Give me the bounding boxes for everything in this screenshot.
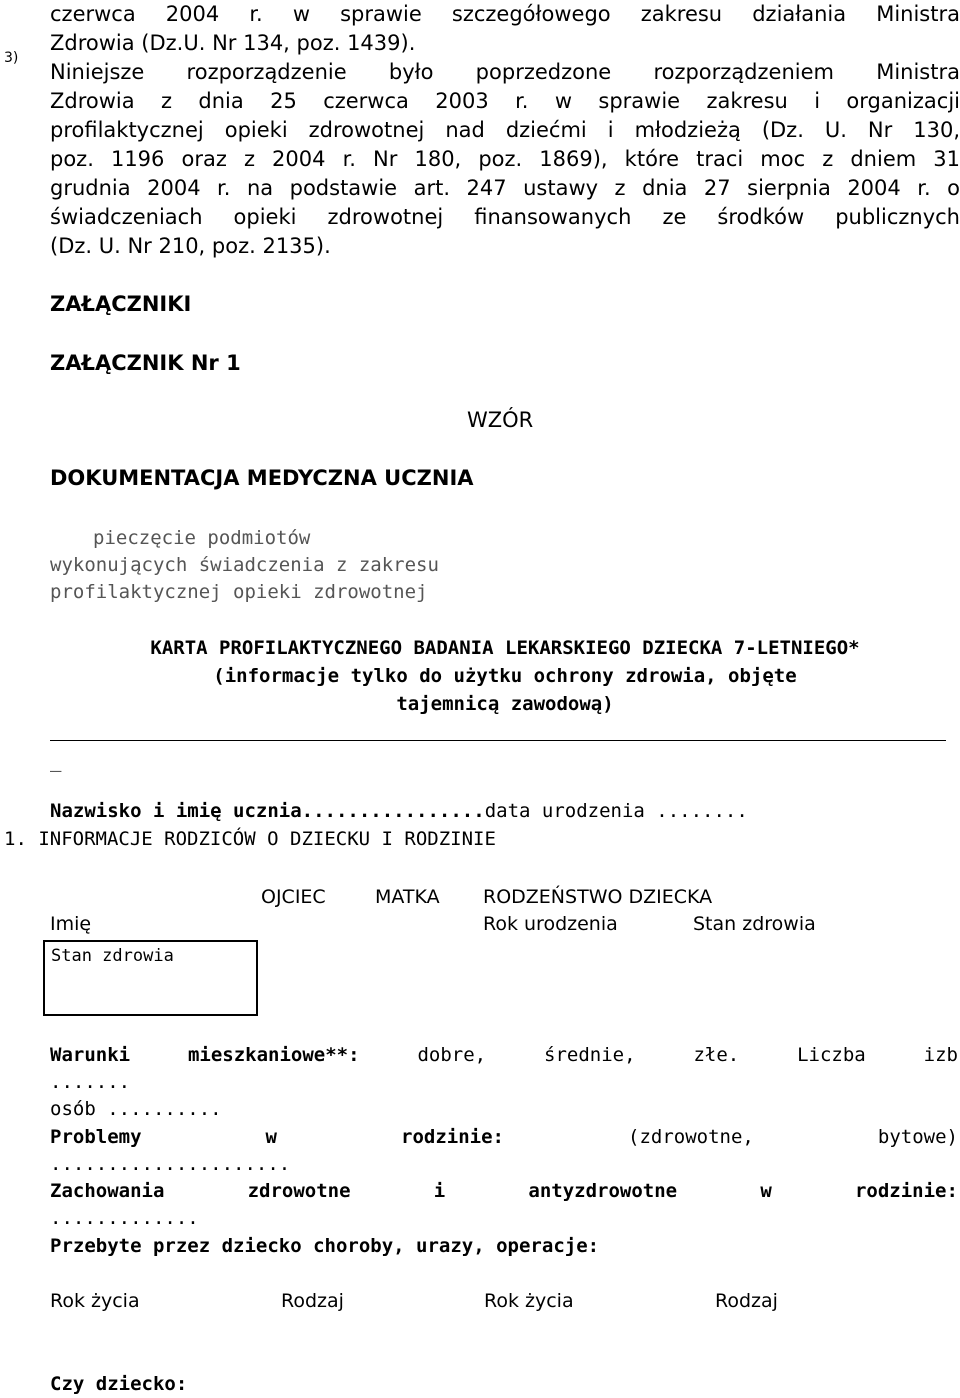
- problems-label: Problemy: [50, 1126, 142, 1148]
- behaviors-w5: w: [760, 1180, 772, 1202]
- separator-line: [50, 740, 946, 741]
- illnesses-label: Przebyte przez dziecko choroby, urazy, operacje:: [50, 1235, 600, 1257]
- footnote-marker: 3): [4, 50, 19, 66]
- condition-good: dobre,: [417, 1044, 487, 1066]
- condition-average: średnie,: [544, 1044, 636, 1066]
- behaviors-w6: rodzinie:: [854, 1180, 958, 1202]
- problems-row: [50, 1124, 958, 1151]
- illness-col-1: Rok życia: [50, 1290, 140, 1312]
- condition-bad: złe.: [693, 1044, 740, 1066]
- child-label: Czy dziecko:: [50, 1373, 188, 1395]
- sib-health: Stan zdrowia: [693, 913, 816, 935]
- behaviors-w2: zdrowotne: [247, 1180, 351, 1202]
- separator-underscore: _: [50, 750, 62, 772]
- dots-line-2: .....................: [50, 1153, 291, 1175]
- section-1-title: INFORMACJE RODZICÓW O DZIECKU I RODZINIE: [38, 828, 496, 850]
- intro-line-3: Niniejsze rozporządzenie było poprzedzone rozporządzeniem Ministra: [50, 60, 960, 84]
- behaviors-w4: antyzdrowotne: [528, 1180, 678, 1202]
- rooms-label: Liczba: [797, 1044, 866, 1066]
- heading-zalaczniki: ZAŁĄCZNIKI: [50, 292, 192, 316]
- behaviors-w1: Zachowania: [50, 1180, 165, 1202]
- dots-line-3: .............: [50, 1207, 199, 1229]
- intro-line-2: Zdrowia (Dz.U. Nr 134, poz. 1439).: [50, 31, 416, 55]
- heading-zalacznik-nr1: ZAŁĄCZNIK Nr 1: [50, 351, 241, 375]
- stamp-line-1: pieczęcie podmiotów: [93, 527, 311, 549]
- intro-paragraph: [50, 0, 960, 261]
- dots-line-1: .......: [50, 1071, 131, 1093]
- illness-col-2: Rodzaj: [281, 1290, 344, 1312]
- stamp-line-3: profilaktycznej opieki zdrowotnej: [50, 581, 428, 603]
- intro-line-9: (Dz. U. Nr 210, poz. 2135).: [50, 234, 331, 258]
- problems-types-2: bytowe): [877, 1126, 958, 1148]
- health-status-box: [43, 940, 258, 1016]
- illness-col-4: Rodzaj: [715, 1290, 778, 1312]
- student-dob-label: data urodzenia ........: [484, 800, 748, 822]
- card-subtitle-2: tajemnicą zawodową): [396, 693, 614, 715]
- intro-line-4: Zdrowia z dnia 25 czerwca 2003 r. w sprawie zakresu i organizacji: [50, 89, 960, 113]
- rooms-unit: izb: [923, 1044, 958, 1066]
- card-title-block: [50, 634, 960, 718]
- people-line: osób ..........: [50, 1098, 222, 1120]
- stamp-line-2: wykonujących świadczenia z zakresu: [50, 554, 439, 576]
- intro-line-8: świadczeniach opieki zdrowotnej finansowanych ze środków publicznych: [50, 205, 960, 229]
- health-status-label: Stan zdrowia: [51, 946, 174, 966]
- student-name-label: Nazwisko i imię ucznia................: [50, 800, 485, 822]
- intro-line-5: profilaktycznej opieki zdrowotnej nad dziećmi i młodzieżą (Dz. U. Nr 130,: [50, 118, 960, 142]
- intro-line-7: grudnia 2004 r. na podstawie art. 247 ustawy z dnia 27 sierpnia 2004 r. o: [50, 176, 960, 200]
- living-conditions-row: [50, 1042, 958, 1069]
- behaviors-w3: i: [433, 1180, 446, 1202]
- illness-col-3: Rok życia: [484, 1290, 574, 1312]
- sib-birth-year: Rok urodzenia: [483, 913, 618, 935]
- section-1-number: 1.: [4, 828, 27, 850]
- card-subtitle-1: (informacje tylko do użytku ochrony zdrowia, objęte: [213, 665, 797, 687]
- problems-rodzinie: rodzinie:: [401, 1126, 504, 1148]
- intro-line-1: czerwca 2004 r. w sprawie szczegółowego zakresu działania Ministra: [50, 2, 960, 26]
- col-father: OJCIEC: [261, 886, 326, 908]
- section-1-heading: [4, 828, 496, 850]
- col-siblings: RODZEŃSTWO DZIECKA: [483, 886, 713, 908]
- card-title: KARTA PROFILAKTYCZNEGO BADANIA LEKARSKIEGO DZIECKA 7-LETNIEGO*: [150, 637, 860, 659]
- problems-types: (zdrowotne,: [628, 1126, 754, 1148]
- row-name: Imię: [50, 913, 92, 935]
- behaviors-row: [50, 1178, 958, 1205]
- intro-line-6: poz. 1196 oraz z 2004 r. Nr 180, poz. 1869), które traci moc z dniem 31: [50, 147, 960, 171]
- heading-wzor: WZÓR: [467, 408, 534, 432]
- student-name-line: [50, 800, 748, 822]
- living-conditions-label: Warunki mieszkaniowe**:: [50, 1044, 360, 1066]
- heading-dokumentacja: DOKUMENTACJA MEDYCZNA UCZNIA: [50, 466, 474, 490]
- problems-w: w: [265, 1126, 277, 1148]
- col-mother: MATKA: [375, 886, 440, 908]
